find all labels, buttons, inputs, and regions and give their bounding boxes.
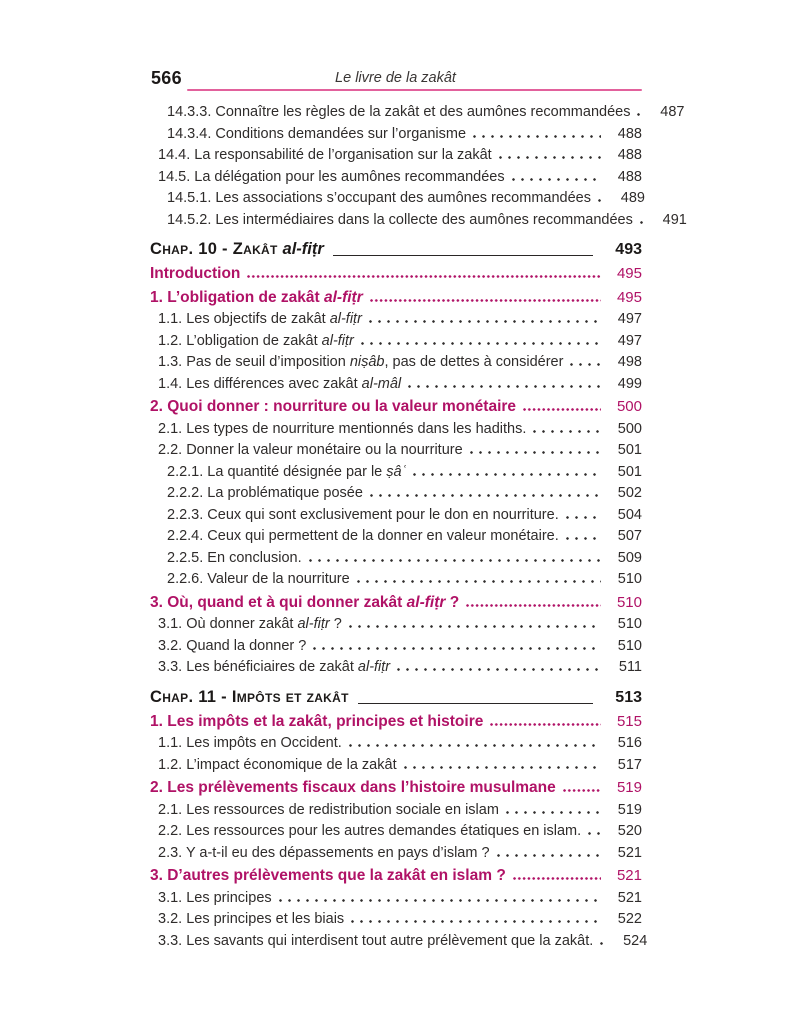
toc-entry-title: 3. D’autres prélèvements que la zakât en islam ? (150, 867, 506, 884)
toc-entry-title: 3.1. Où donner zakât al-fiṭr ? (158, 616, 342, 632)
toc-leader (349, 919, 603, 923)
toc-page-number: 524 (623, 932, 648, 949)
toc-page-number: 491 (662, 211, 687, 228)
toc-entry-title: 1.2. L’impact économique de la zakât (158, 756, 397, 773)
toc-entry-title: 3.1. Les principes (158, 889, 272, 906)
toc-entry (150, 843, 642, 865)
toc-page-number: 516 (617, 735, 642, 751)
toc-entry (150, 685, 642, 710)
toc-page-number: 507 (617, 528, 642, 544)
toc-entry-title: 1.3. Pas de seuil d’imposition niṣâb, pas de dettes à considérer (158, 354, 564, 370)
toc-entry-title: Chap. 11 - Impôts et zakât (150, 687, 349, 706)
toc-entry (150, 102, 685, 124)
toc-page-number: 500 (617, 420, 642, 437)
toc-entry (150, 865, 642, 888)
toc-entry-title: 3.3. Les bénéficiaires de zakât al-fiṭr (158, 659, 391, 675)
toc-entry (150, 657, 642, 679)
toc-leader (355, 579, 603, 583)
toc-entry (150, 733, 642, 755)
toc-leader (638, 220, 648, 224)
toc-entry (150, 548, 642, 570)
toc-entry-title: 14.5.1. Les associations s’occupant des aumônes recommandées (167, 190, 591, 206)
toc-page-number: 509 (617, 549, 642, 566)
toc-entry-title: 2.2.2. La problématique posée (167, 485, 363, 501)
toc-page-number: 520 (617, 823, 642, 839)
toc-entry-title: 2.2. Les ressources pour les autres demandes étatiques en islam. (158, 823, 582, 839)
toc-entry (150, 931, 648, 953)
toc-page-number: 522 (617, 911, 642, 927)
toc-entry (150, 352, 642, 374)
toc-leader (347, 743, 603, 747)
toc-page-number: 517 (617, 756, 642, 773)
toc-page-number: 499 (617, 375, 642, 392)
toc-leader (635, 112, 645, 116)
toc-leader (561, 788, 603, 792)
toc-entry (150, 483, 642, 505)
toc-leader (359, 341, 603, 345)
toc-entry-title: 1. Les impôts et la zakât, principes et histoire (150, 712, 484, 730)
toc-page-number: 489 (620, 190, 645, 206)
toc-entry-title: 14.4. La responsabilité de l’organisation sur la zakât (158, 147, 492, 163)
toc-entry-title: 2.2.6. Valeur de la nourriture (167, 571, 350, 587)
toc-leader (495, 853, 603, 857)
toc-entry (150, 462, 642, 484)
toc-page-number: 497 (617, 311, 642, 327)
toc-leader (564, 515, 603, 519)
toc-entry (150, 287, 642, 310)
toc-entry (150, 592, 642, 615)
toc-page-number: 510 (616, 593, 642, 611)
toc-entry (150, 188, 645, 210)
toc-page-number: 519 (617, 801, 642, 818)
toc-page-number: 487 (660, 104, 685, 120)
folio-page-number: 566 (151, 68, 182, 88)
toc-leader (406, 384, 603, 388)
toc-entry (150, 526, 642, 548)
running-title: Le livre de la zakât (335, 70, 456, 86)
toc-entry-title: 1.4. Les différences avec zakât al-mâl (158, 375, 402, 392)
toc-page-number: 521 (617, 844, 642, 861)
toc-entry (150, 331, 642, 353)
toc-entry (150, 237, 642, 262)
toc-leader (521, 407, 603, 411)
toc-entry (150, 167, 642, 189)
toc-entry-title: 3.2. Quand la donner ? (158, 637, 307, 654)
toc-leader (464, 603, 603, 607)
toc-page-number: 497 (617, 332, 642, 349)
toc-leader (307, 558, 603, 562)
toc-entry (150, 569, 642, 591)
toc-entry-title: 14.5. La délégation pour les aumônes recommandées (158, 168, 505, 185)
toc-page-number: 502 (617, 485, 642, 501)
toc-entry (150, 505, 642, 527)
toc-entry-title: Introduction (150, 265, 241, 282)
toc-leader (368, 298, 603, 302)
toc-entry-title: 1. L’obligation de zakât al-fiṭr (150, 288, 363, 306)
toc-leader (311, 646, 603, 650)
toc-page-number: 521 (616, 867, 642, 884)
toc-entry (150, 777, 642, 800)
toc-entry-title: 1.1. Les impôts en Occident. (158, 735, 342, 751)
toc-page-number: 521 (617, 889, 642, 906)
toc-entry-title: 2.3. Y a-t-il eu des dépassements en pays d’islam ? (158, 844, 490, 861)
toc-entry (150, 821, 642, 843)
toc-entry-title: 14.5.2. Les intermédiaires dans la collecte des aumônes recommandées (167, 211, 633, 228)
toc-leader (531, 429, 603, 433)
toc-leader (395, 667, 603, 671)
toc-entry-title: 2. Les prélèvements fiscaux dans l’histoire musulmane (150, 779, 556, 796)
toc-entry (150, 909, 642, 931)
toc-leader (245, 274, 603, 278)
toc-entry-title: 2.2.1. La quantité désignée par le ṣâʿ (167, 463, 407, 480)
toc-entry (150, 636, 642, 658)
toc-entry-title: 14.3.3. Connaître les règles de la zakât et des aumônes recommandées (167, 104, 631, 120)
toc-leader (329, 250, 603, 254)
toc-leader (504, 810, 603, 814)
toc-page-number: 488 (617, 147, 642, 163)
toc-page-number: 504 (617, 506, 642, 523)
toc-entry (150, 419, 642, 441)
toc-entry-title: 2.1. Les ressources de redistribution sociale en islam (158, 801, 499, 818)
toc-leader (586, 831, 603, 835)
toc-leader (497, 155, 603, 159)
toc-page-number: 510 (617, 637, 642, 654)
toc-entry-title: 2.2.5. En conclusion. (167, 549, 302, 566)
toc-page-number: 498 (617, 354, 642, 370)
toc-leader (471, 134, 603, 138)
toc-entry (150, 145, 642, 167)
toc-entry-title: 2. Quoi donner : nourriture ou la valeur monétaire (150, 398, 517, 415)
toc-page-number: 488 (617, 125, 642, 142)
toc-page-number: 488 (617, 168, 642, 185)
toc-entry-title: 2.2.4. Ceux qui permettent de la donner en valeur monétaire. (167, 528, 559, 544)
toc-page-number: 500 (616, 398, 642, 415)
toc-entry-title: 2.1. Les types de nourriture mentionnés dans les hadiths. (158, 420, 527, 437)
toc-leader (488, 722, 603, 726)
header-rule (187, 89, 642, 91)
toc-entry (150, 888, 642, 910)
toc-leader (511, 876, 603, 880)
toc-leader (564, 536, 603, 540)
toc-leader (468, 450, 603, 454)
toc-entry (150, 755, 642, 777)
toc-page-number: 519 (616, 779, 642, 796)
toc-page-number: 495 (616, 288, 642, 306)
toc-page-number: 510 (617, 571, 642, 587)
toc-entry-title: 1.1. Les objectifs de zakât al-fiṭr (158, 311, 362, 327)
toc-page-number: 495 (616, 265, 642, 282)
toc-leader (596, 198, 606, 202)
toc-entry (150, 711, 642, 734)
toc-entry (150, 440, 642, 462)
toc-leader (354, 698, 603, 702)
toc-page-number: 510 (617, 616, 642, 632)
toc-entry-title: 3.3. Les savants qui interdisent tout autre prélèvement que la zakât. (158, 932, 594, 949)
toc-page-number: 493 (615, 241, 642, 258)
toc-leader (510, 177, 603, 181)
toc-entry (150, 374, 642, 396)
toc-entry-title: 2.2.3. Ceux qui sont exclusivement pour le don en nourriture. (167, 506, 559, 523)
toc-leader (277, 898, 603, 902)
table-of-contents (150, 102, 687, 952)
toc-page-number: 501 (617, 442, 642, 458)
toc-entry (150, 210, 687, 232)
toc-entry-title: 1.2. L’obligation de zakât al-fiṭr (158, 332, 354, 349)
toc-leader (367, 319, 603, 323)
toc-page-number: 501 (617, 463, 642, 480)
toc-entry (150, 800, 642, 822)
toc-leader (598, 941, 608, 945)
toc-entry-title: 14.3.4. Conditions demandées sur l’organisme (167, 125, 467, 142)
toc-entry-title: 3.2. Les principes et les biais (158, 911, 345, 927)
toc-page-number: 513 (615, 688, 642, 706)
toc-entry (150, 396, 642, 419)
toc-entry (150, 309, 642, 331)
toc-leader (411, 472, 603, 476)
toc-entry (150, 124, 642, 146)
toc-entry-title: 3. Où, quand et à qui donner zakât al-fiṭr ? (150, 593, 460, 611)
toc-entry (150, 614, 642, 636)
toc-leader (368, 493, 603, 497)
toc-entry (150, 263, 642, 286)
toc-leader (568, 362, 603, 366)
toc-page-number: 511 (618, 659, 642, 675)
toc-entry-title: Chap. 10 - Zakât al-fiṭr (150, 240, 324, 258)
toc-leader (347, 624, 603, 628)
toc-entry-title: 2.2. Donner la valeur monétaire ou la nourriture (158, 442, 463, 458)
toc-page-number: 515 (616, 712, 642, 730)
toc-leader (402, 765, 603, 769)
